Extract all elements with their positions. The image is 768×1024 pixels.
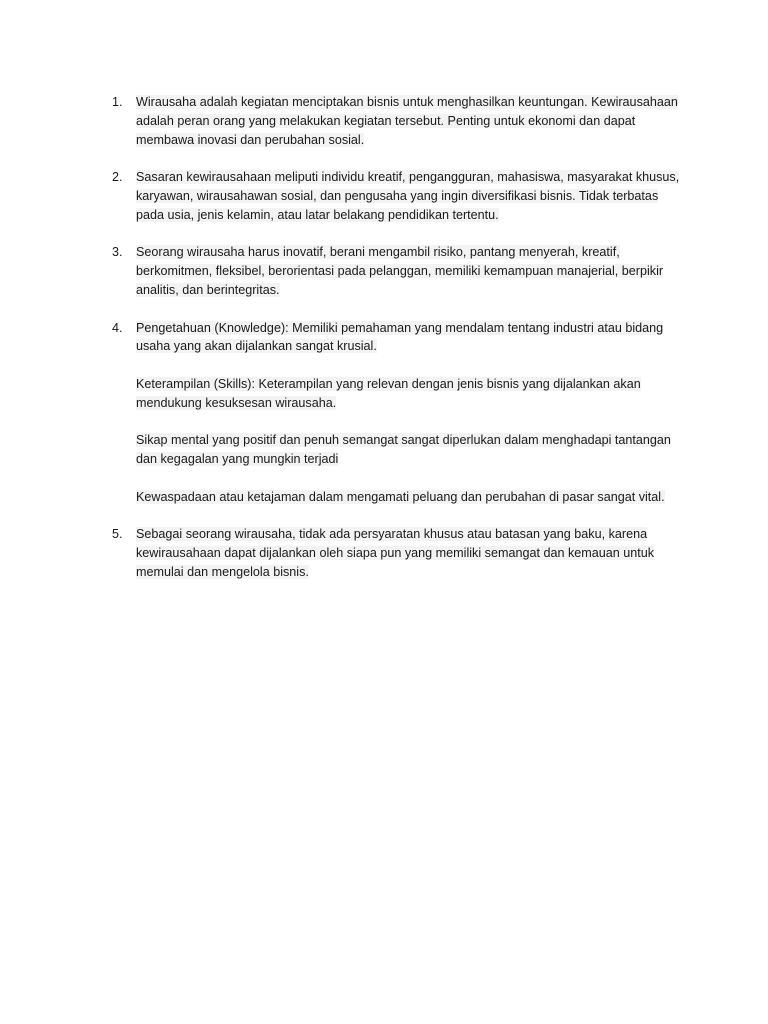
list-item <box>108 319 688 507</box>
paragraph-text: Wirausaha adalah kegiatan menciptakan bisnis untuk menghasilkan keuntungan. Kewirausahaan adalah peran orang yang melakukan kegiatan tersebut. Penting untuk ekonomi dan dapat membawa inovasi dan perubahan sosial. <box>136 95 678 147</box>
list-paragraph <box>136 243 688 299</box>
paragraph-text: Kewaspadaan atau ketajaman dalam mengamati peluang dan perubahan di pasar sangat vital. <box>136 489 665 504</box>
paragraph-text: Sebagai seorang wirausaha, tidak ada persyaratan khusus atau batasan yang baku, karena kewirausahaan dapat dijalankan oleh siapa pun yang memiliki semangat dan kemauan untuk memulai dan mengelola bisnis. <box>136 527 655 579</box>
list-item <box>108 243 688 299</box>
list-number: 4. <box>112 320 123 335</box>
paragraph-text: Seorang wirausaha harus inovatif, berani mengambil risiko, pantang menyerah, kreatif, berkomitmen, fleksibel, berorientasi pada pelanggan, memiliki kemampuan manajerial, berpikir analitis, dan berintegritas. <box>136 245 664 297</box>
list-item <box>108 93 688 149</box>
list-item <box>108 525 688 581</box>
list-number: 1. <box>112 95 123 109</box>
paragraph-text: Pengetahuan (Knowledge): Memiliki pemahaman yang mendalam tentang industri atau bidang usaha yang akan dijalankan sangat krusial. <box>136 320 664 354</box>
list-number: 2. <box>112 170 123 185</box>
numbered-list <box>108 93 688 601</box>
list-paragraph <box>136 168 688 224</box>
paragraph-text: Sikap mental yang positif dan penuh semangat sangat diperlukan dalam menghadapi tantangan dan kegagalan yang mungkin terjadi <box>136 433 671 467</box>
list-number: 5. <box>112 527 123 542</box>
list-paragraph <box>136 431 688 469</box>
list-paragraph <box>136 488 688 507</box>
paragraph-text: Keterampilan (Skills): Keterampilan yang relevan dengan jenis bisnis yang dijalankan akan mendukung kesuksesan wirausaha. <box>136 376 641 410</box>
list-paragraph <box>136 93 688 149</box>
list-paragraph <box>136 375 688 413</box>
list-number: 3. <box>112 245 123 260</box>
list-paragraph <box>136 525 688 581</box>
list-item <box>108 168 688 224</box>
paragraph-text: Sasaran kewirausahaan meliputi individu kreatif, pengangguran, mahasiswa, masyarakat khusus, karyawan, wirausahawan sosial, dan pengusaha yang ingin diversifikasi bisnis. Tidak terbatas pada usia, jenis kelamin, atau latar belakang pendidikan tertentu. <box>136 170 680 222</box>
list-paragraph <box>136 319 688 357</box>
